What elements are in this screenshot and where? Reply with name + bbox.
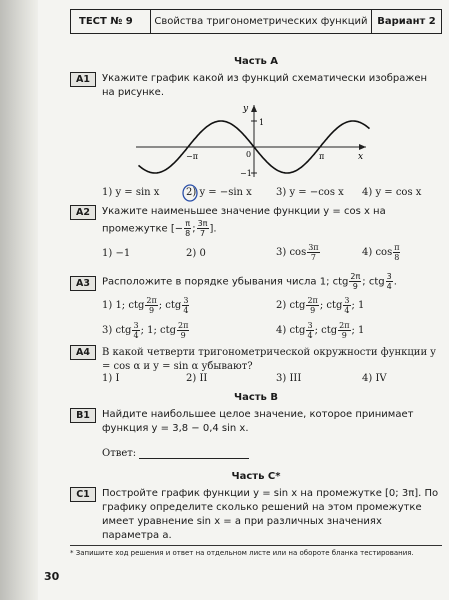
variant-label: Вариант 2 bbox=[371, 10, 441, 33]
question-a3-text: Расположите в порядке убывания числа 1; ctg $\frac{2\pi}{9}$ ; ctg $\frac{3}{4}$ . bbox=[102, 272, 397, 291]
question-a1-text: Укажите график какой из функций схематически изображен на рисунке. bbox=[102, 73, 428, 98]
a2-text-main: Укажите наименьшее значение функции y = cos x на промежутке bbox=[102, 206, 386, 235]
question-b1-text: Найдите наибольшее целое значение, которое принимает функция y = 3,8 − 0,4 sin x. bbox=[102, 409, 414, 434]
question-c1-label: C1 bbox=[70, 487, 96, 502]
question-c1-text: Постройте график функции y = sin x на промежутке [0; 3π]. По графику определите сколько решений на этом промежутке имеет уравнение sin x = a при различных значениях параметра a. bbox=[102, 488, 439, 541]
a2-interval-right: $\frac{3\pi}{7}$ bbox=[197, 219, 208, 238]
a2-option-1: 1) −1 bbox=[102, 248, 131, 259]
question-a2-text bbox=[102, 205, 440, 238]
y-axis-arrow bbox=[251, 105, 257, 112]
tick-minus-pi-label: −π bbox=[186, 152, 198, 161]
a2-option-2: 2) 0 bbox=[186, 248, 206, 259]
a1-option-3: 3) y = −cos x bbox=[276, 187, 344, 198]
tick-zero-label: 0 bbox=[246, 150, 252, 159]
a2-interval-sep: ; bbox=[192, 223, 196, 235]
a1-option-1: 1) y = sin x bbox=[102, 187, 160, 198]
question-a4-label: A4 bbox=[70, 345, 96, 360]
page-number: 30 bbox=[44, 570, 60, 583]
test-number: ТЕСТ № 9 bbox=[71, 10, 151, 33]
a4-option-1: 1) I bbox=[102, 373, 120, 384]
footnote: * Запишите ход решения и ответ на отдельном листе или на обороте бланка тестирования. bbox=[70, 545, 442, 557]
a4-option-3: 3) III bbox=[276, 373, 302, 384]
tick-minus-one-label: −1 bbox=[240, 169, 252, 178]
b1-answer-line bbox=[139, 448, 249, 459]
a2-interval-left: $\frac{\pi}{8}$ bbox=[185, 219, 191, 238]
question-a2-label: A2 bbox=[70, 205, 96, 220]
question-a1-label: A1 bbox=[70, 72, 96, 87]
part-c-title: Часть C* bbox=[231, 471, 281, 482]
b1-answer: Ответ: bbox=[102, 448, 249, 459]
a4-option-4: 4) IV bbox=[362, 373, 387, 384]
a3-option-1: 1) 1; ctg $\frac{2\pi}{9}$ ; ctg $\frac{3}{4}$ bbox=[102, 296, 189, 315]
a2-option-3: 3) cos $\frac{3\pi}{7}$ bbox=[276, 243, 319, 262]
x-axis-label: x bbox=[358, 152, 364, 162]
y-axis-label: y bbox=[243, 104, 249, 114]
part-a-title: Часть A bbox=[233, 56, 279, 67]
a2-interval-open: [− bbox=[170, 223, 184, 235]
a1-option-4: 4) y = cos x bbox=[362, 187, 422, 198]
tick-one-label: 1 bbox=[259, 118, 265, 127]
tick-pi-label: π bbox=[319, 152, 325, 161]
a1-option-2: 2) y = −sin x bbox=[186, 187, 252, 198]
question-a3-label: A3 bbox=[70, 276, 96, 291]
a3-option-4: 4) ctg $\frac{3}{4}$ ; ctg $\frac{2\pi}{9}$ ; 1 bbox=[276, 321, 365, 340]
test-header bbox=[70, 9, 442, 34]
page-gutter bbox=[0, 0, 38, 600]
a3-option-2: 2) ctg $\frac{2\pi}{9}$ ; ctg $\frac{3}{4}$ ; 1 bbox=[276, 296, 365, 315]
handwritten-circle-mark bbox=[181, 183, 199, 203]
a4-option-2: 2) II bbox=[186, 373, 208, 384]
a1-graph bbox=[136, 103, 376, 179]
x-axis-arrow bbox=[359, 144, 366, 150]
question-a4-text: В какой четверти тригонометрической окружности функции y = cos α и y = sin α убывают? bbox=[102, 347, 436, 372]
a3-option-3: 3) ctg $\frac{3}{4}$ ; 1; ctg $\frac{2\pi}{9}$ bbox=[102, 321, 189, 340]
part-b-title: Часть B bbox=[234, 392, 278, 403]
test-title: Свойства тригонометрических функций bbox=[154, 16, 368, 27]
a2-interval-close: ]. bbox=[209, 223, 217, 235]
a2-option-4: 4) cos $\frac{\pi}{8}$ bbox=[362, 243, 400, 262]
question-b1-label: B1 bbox=[70, 408, 96, 423]
